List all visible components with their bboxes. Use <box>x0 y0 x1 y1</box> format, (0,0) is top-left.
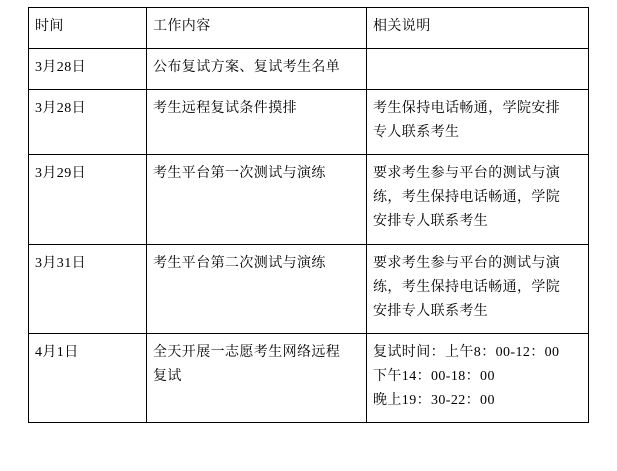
cell-content <box>147 155 367 244</box>
cell-time <box>29 333 147 422</box>
cell-time <box>29 90 147 155</box>
cell-line: 安排专人联系考生 <box>373 214 489 230</box>
cell-line: 要求考生参与平台的测试与演 <box>373 166 561 182</box>
cell-content <box>147 49 367 90</box>
cell-line: 4月1日 <box>35 344 79 360</box>
cell-content <box>147 244 367 333</box>
cell-line: 专人联系考生 <box>373 125 460 141</box>
cell-line: 练，考生保持电话畅通，学院 <box>373 279 561 295</box>
schedule-table <box>28 7 589 423</box>
table-row <box>29 155 589 244</box>
cell-line: 下午14：00-18：00 <box>373 368 495 384</box>
cell-line: 考生平台第二次测试与演练 <box>153 255 326 271</box>
table-row <box>29 333 589 422</box>
table-body <box>29 49 589 423</box>
cell-line: 安排专人联系考生 <box>373 303 489 319</box>
cell-line: 复试时间：上午8：00-12：00 <box>373 344 560 360</box>
column-header-time: 时间 <box>29 8 147 49</box>
cell-note <box>367 90 589 155</box>
cell-line: 全天开展一志愿考生网络远程 <box>153 344 341 360</box>
cell-line: 复试 <box>153 368 182 384</box>
cell-time <box>29 155 147 244</box>
cell-line: 晚上19：30-22：00 <box>373 392 495 408</box>
table-header <box>29 8 589 49</box>
cell-note <box>367 155 589 244</box>
cell-line: 练，考生保持电话畅通，学院 <box>373 190 561 206</box>
cell-note <box>367 333 589 422</box>
document-page <box>0 7 617 471</box>
cell-line: 3月31日 <box>35 255 86 271</box>
cell-line: 考生远程复试条件摸排 <box>153 101 297 117</box>
cell-content <box>147 333 367 422</box>
cell-note <box>367 49 589 90</box>
cell-time <box>29 244 147 333</box>
cell-line: 3月28日 <box>35 101 86 117</box>
column-header-note: 相关说明 <box>367 8 589 49</box>
cell-line: 3月28日 <box>35 60 86 76</box>
cell-line: 考生平台第一次测试与演练 <box>153 166 326 182</box>
column-header-content: 工作内容 <box>147 8 367 49</box>
cell-note <box>367 244 589 333</box>
cell-line: 考生保持电话畅通，学院安排 <box>373 101 561 117</box>
table-row <box>29 90 589 155</box>
cell-line: 要求考生参与平台的测试与演 <box>373 255 561 271</box>
table-header-row <box>29 8 589 49</box>
cell-line: 公布复试方案、复试考生名单 <box>153 60 341 76</box>
cell-content <box>147 90 367 155</box>
cell-line: 3月29日 <box>35 166 86 182</box>
table-row <box>29 244 589 333</box>
table-row <box>29 49 589 90</box>
cell-time <box>29 49 147 90</box>
